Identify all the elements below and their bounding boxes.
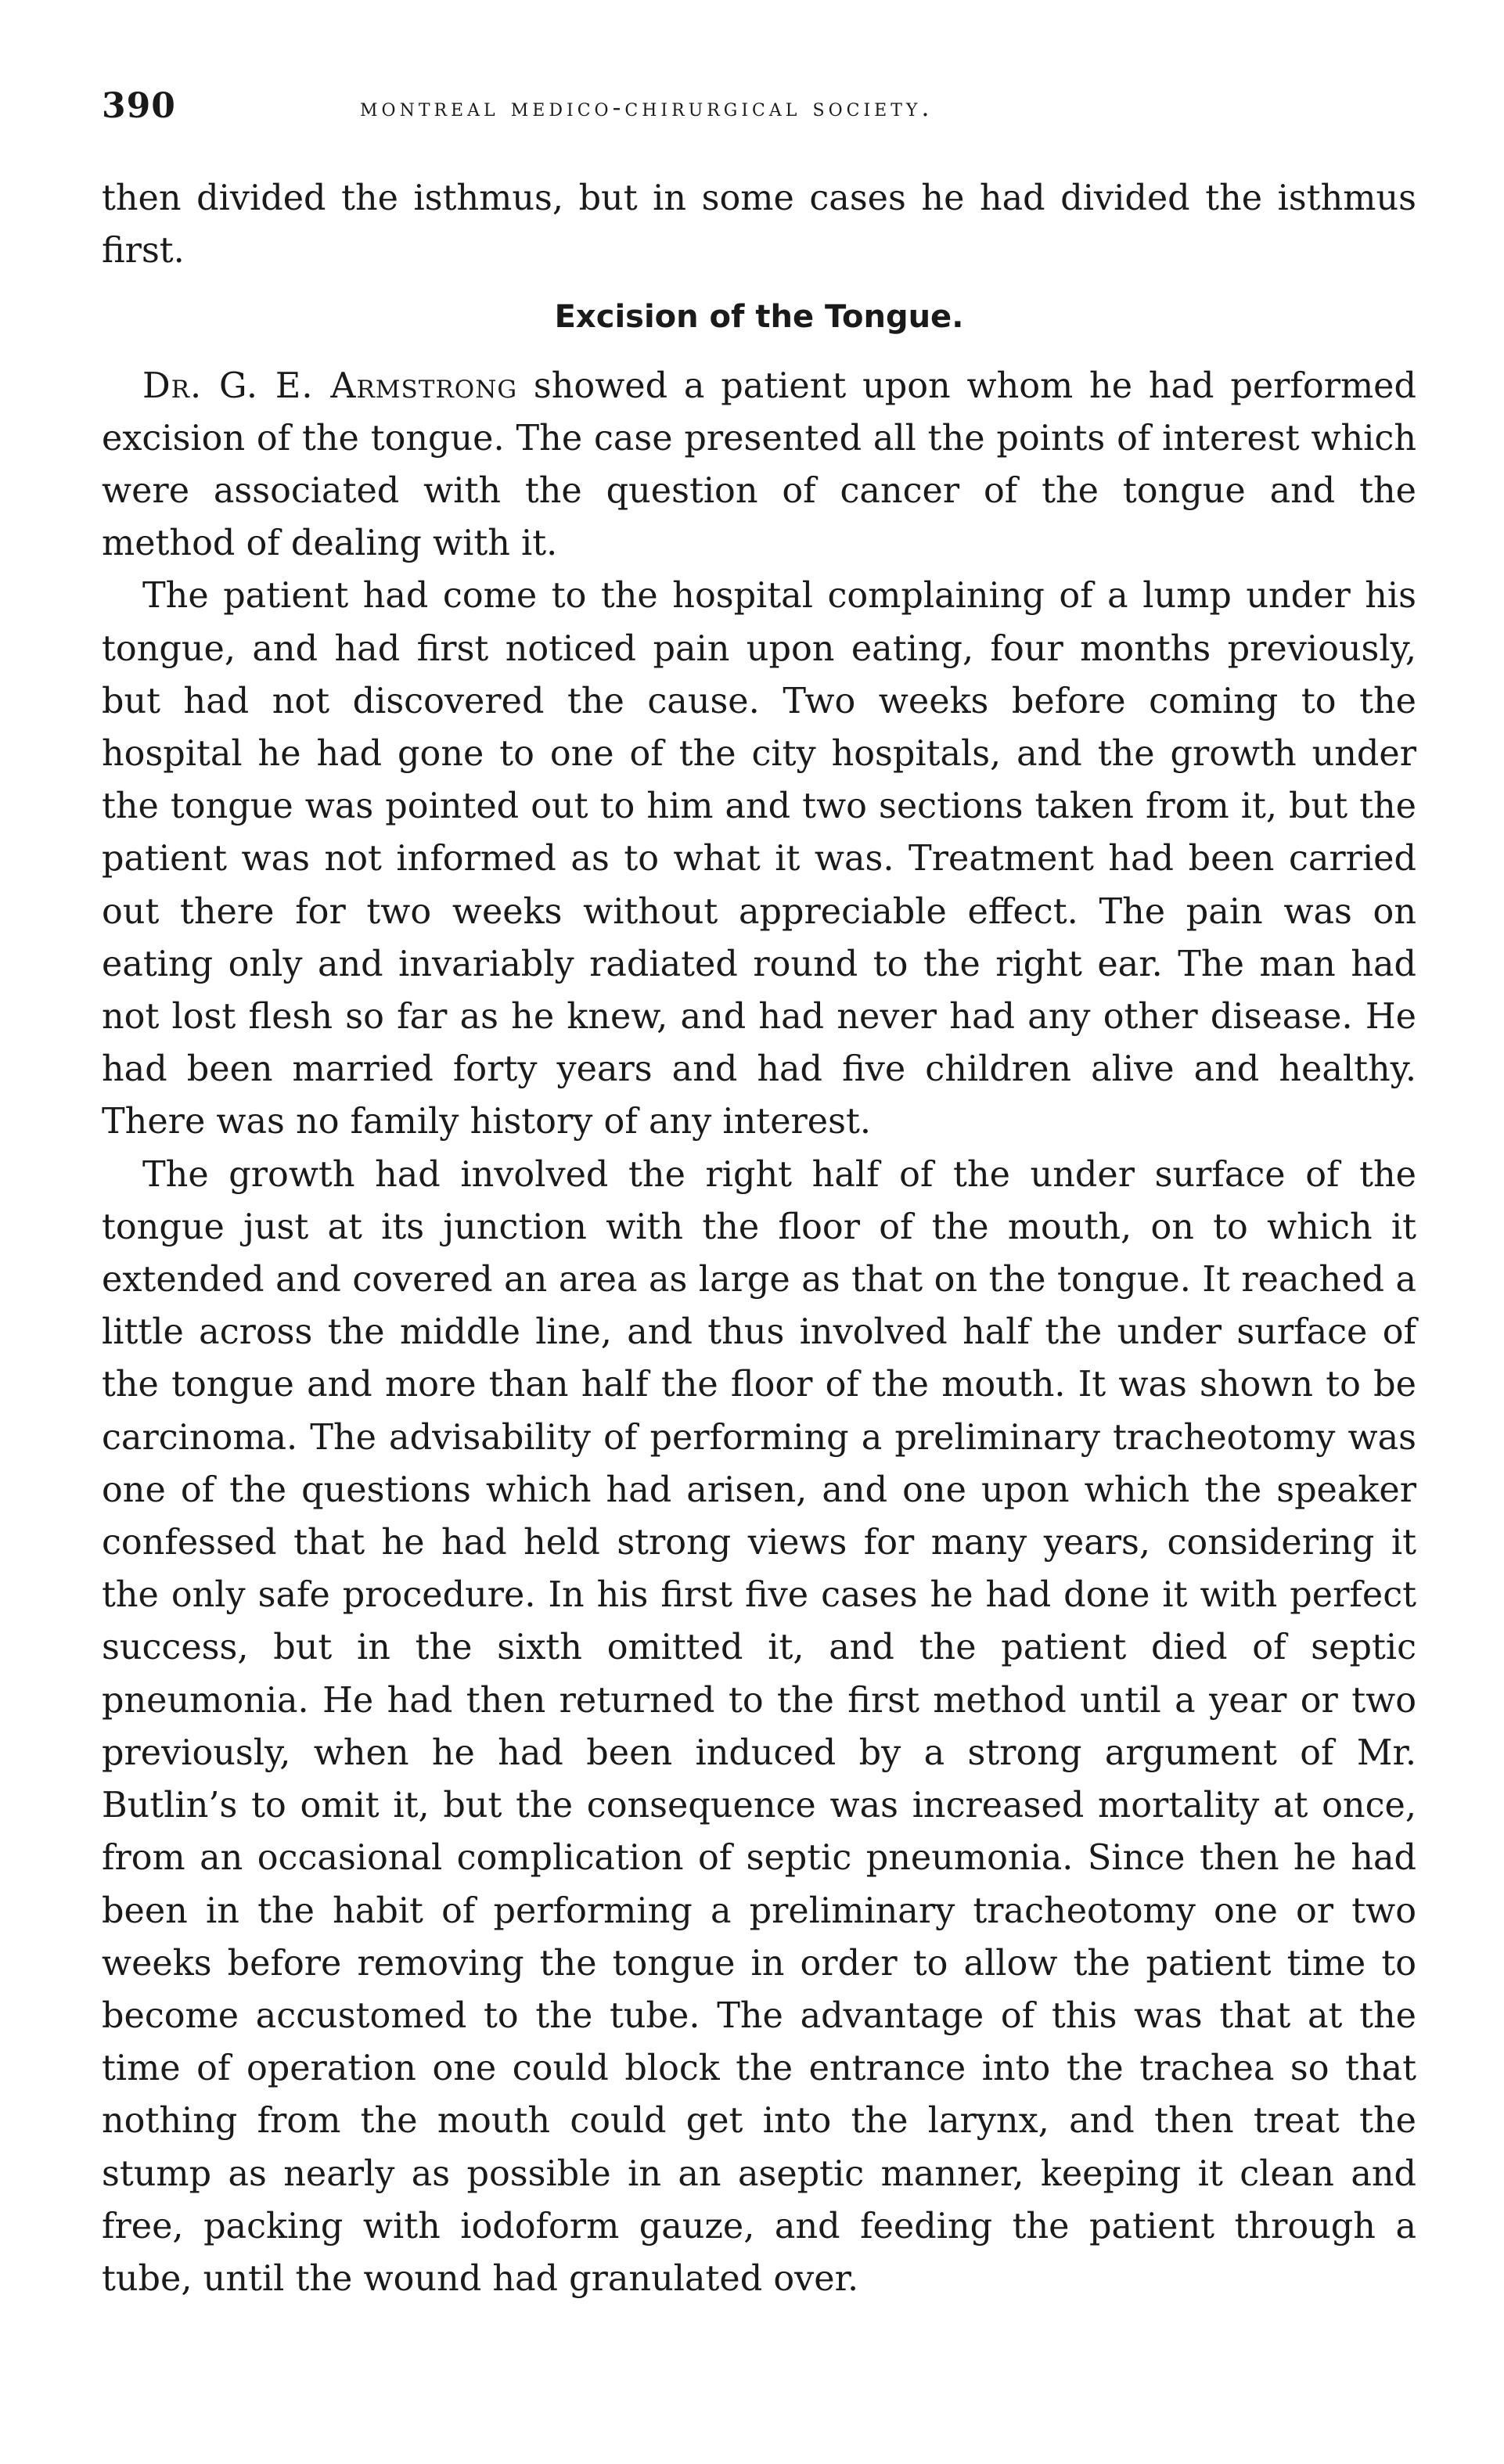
paragraph-growth: The growth had involved the right half of the under surface of the tongue just at its junction with the floor of the mouth, on to which it extended and covered an area as large as that on the tongue. It reached a little across the middle line, and thus involved half the under surface of the tongue and more than half the floor of the mouth. It was shown to be carcinoma. The advisability of performing a preliminary tracheotomy was one of the questions which had arisen, and one upon which the speaker confessed that he had held strong views for many years, considering it the only safe procedure. In his first five cases he had done it with perfect success, but in the sixth omitted it, and the patient died of septic pneumonia. He had then returned to the first method until a year or two previously, when he had been induced by a strong argument of Mr. Butlin’s to omit it, but the consequence was increased mortality at once, from an occasional complication of septic pneumonia. Since then he had been in the habit of performing a preliminary tracheotomy one or two weeks before removing the tongue in order to allow the patient time to become accustomed to the tube. The advantage of this was that at the time of operation one could block the entrance into the trachea so that nothing from the mouth could get into the larynx, and then treat the stump as nearly as possible in an aseptic manner, keeping it clean and free, packing with iodoform gauze, and feeding the patient through a tube, until the wound had granulated over. (102, 1154, 1416, 2299)
paragraph-intro-text: showed a patient upon whom he had performed excision of the tongue. The case presented all the points of interest which were associated with the question of cancer of the tongue and the method of dealing with it. (102, 365, 1416, 564)
paragraph-history: The patient had come to the hospital complaining of a lump under his tongue, and had first noticed pain upon eating, four months previously, but had not discovered the cause. Two weeks before coming to the hospital he had gone to one of the city hospitals, and the growth under the tongue was pointed out to him and two sections taken from it, but the patient was not informed as to what it was. Treatment had been carried out there for two weeks without appreciable effect. The pain was on eating only and invariably radiated round to the right ear. The man had not lost flesh so far as he knew, and had never had any other disease. He had been married forty years and had five children alive and healthy. There was no family history of any interest. (102, 576, 1416, 1142)
body-text (102, 172, 1416, 2305)
running-head (102, 86, 1416, 141)
page (102, 86, 1416, 2305)
paragraph-intro (102, 360, 1416, 570)
page-number: 390 (102, 86, 176, 126)
running-title: montreal medico-chirurgical society. (360, 92, 934, 122)
section-heading: Excision of the Tongue. (554, 299, 964, 336)
continued-paragraph: then divided the isthmus, but in some cases he had divided the isthmus first. (102, 178, 1416, 272)
speaker-name: Dr. G. E. Armstrong (142, 365, 518, 406)
